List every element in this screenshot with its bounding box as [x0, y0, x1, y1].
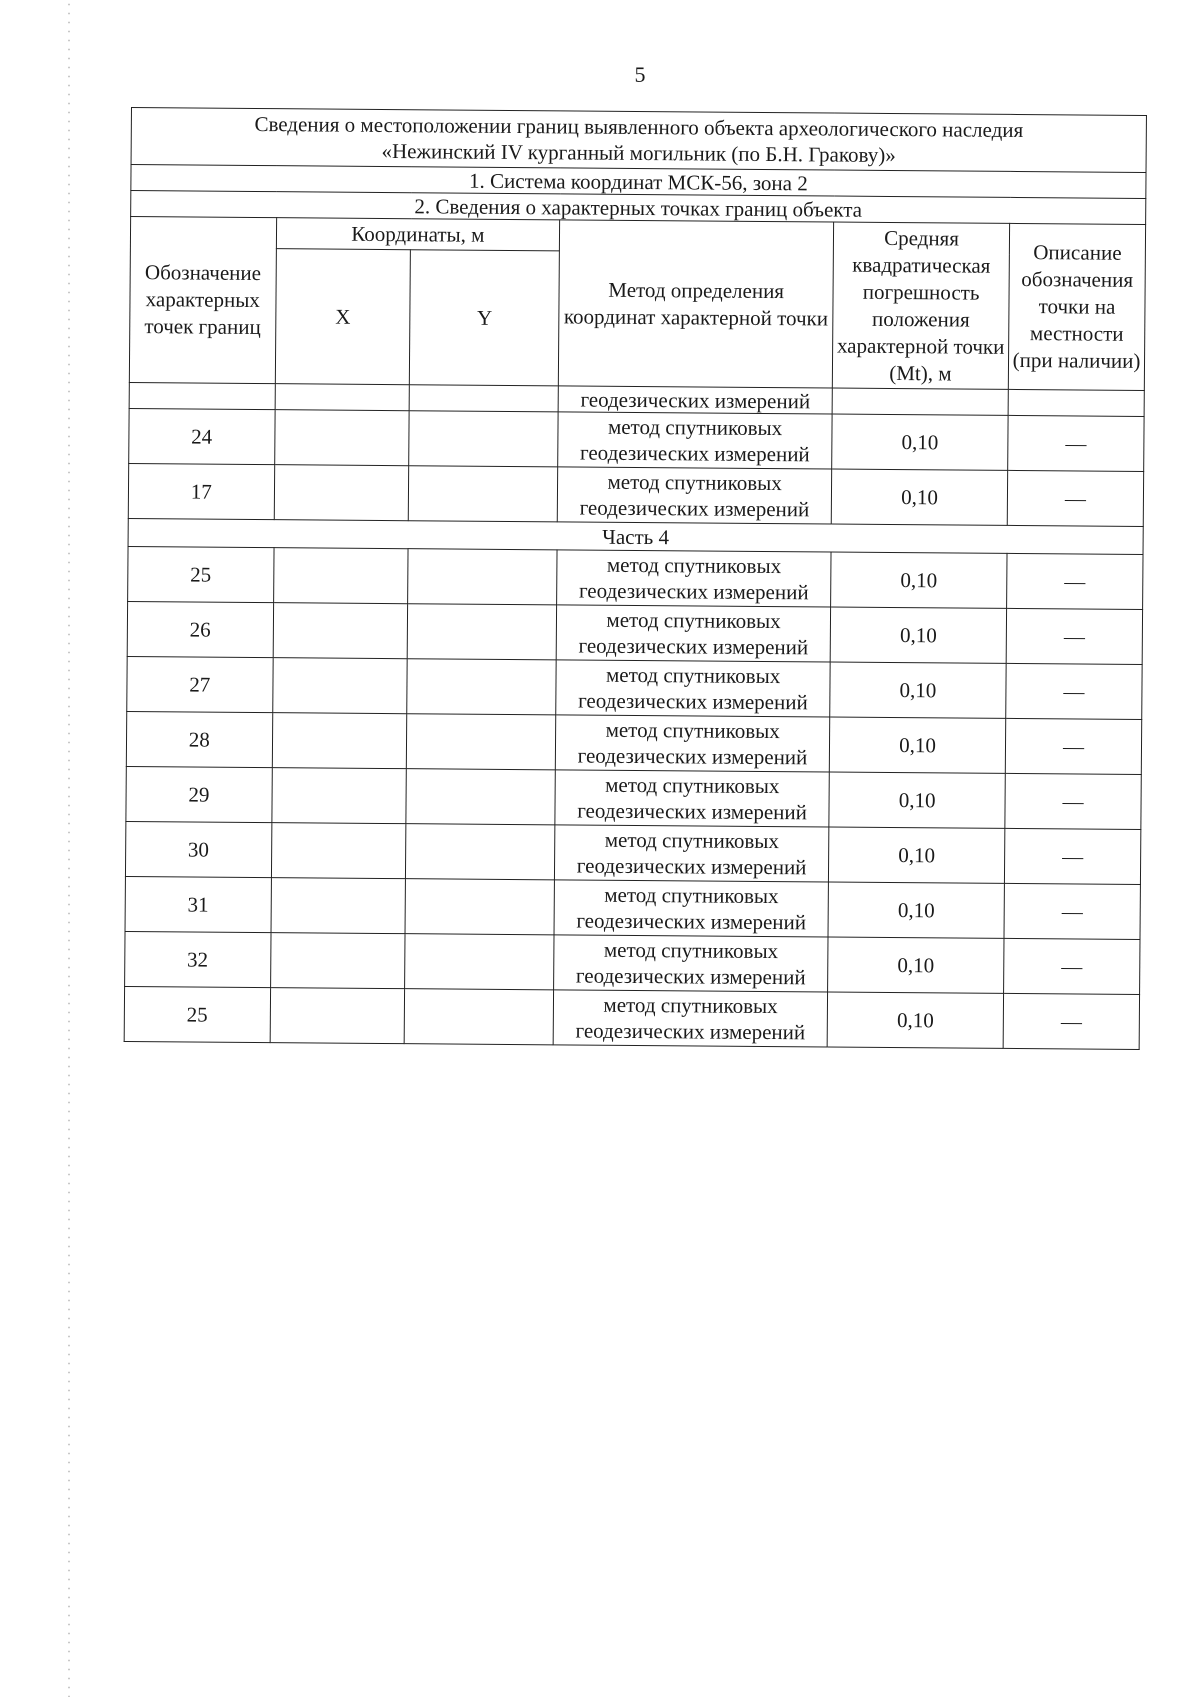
continuation-method-cell: геодезических измерений [558, 386, 832, 414]
point-number-cell: 30 [125, 821, 271, 877]
method-line-1: метод спутниковых [607, 469, 782, 496]
method-line-2: геодезических измерений [577, 798, 808, 825]
description-cell: — [1004, 828, 1140, 884]
description-cell: — [1007, 470, 1143, 526]
table-row [126, 766, 1141, 829]
coordinate-y-cell [409, 411, 558, 467]
description-cell: — [1005, 773, 1141, 829]
method-cell [555, 825, 829, 882]
continuation-accuracy-cell [832, 388, 1008, 415]
accuracy-cell: 0,10 [828, 882, 1004, 938]
header-method [559, 220, 834, 388]
coordinate-y-cell [406, 824, 555, 880]
continuation-x-cell [275, 384, 410, 411]
method-line-2: геодезических измерений [577, 743, 808, 770]
method-cell [558, 412, 832, 469]
accuracy-cell: 0,10 [831, 469, 1007, 525]
accuracy-cell: 0,10 [830, 607, 1006, 663]
coordinate-y-cell [408, 604, 557, 660]
description-cell: — [1007, 553, 1143, 609]
method-cell [556, 660, 830, 717]
method-line-2: геодезических измерений [578, 633, 809, 660]
scan-edge-dots [68, 0, 70, 1697]
method-line-1: метод спутниковых [605, 772, 780, 799]
coordinate-system-cell: 1. Система координат МСК-56, зона 2 [131, 165, 1146, 199]
coordinate-x-cell [274, 410, 409, 466]
coordinate-y-cell [405, 879, 554, 935]
method-line-2: геодезических измерений [576, 908, 807, 935]
coordinate-x-cell [272, 713, 407, 769]
coordinate-y-cell [405, 934, 554, 990]
table-row [128, 546, 1143, 609]
method-cell [554, 935, 828, 992]
method-line-2: геодезических измерений [578, 578, 809, 605]
table-row [125, 821, 1140, 884]
method-line-1: метод спутниковых [605, 662, 781, 689]
page-number: 5 [634, 62, 646, 87]
boundary-points-table [124, 107, 1147, 1050]
points-info-cell: 2. Сведения о характерных точках границ объекта [131, 191, 1146, 225]
coordinate-y-cell [408, 549, 557, 605]
method-line-1: метод спутниковых [603, 937, 779, 964]
boundary-table-wrapper [124, 107, 1147, 1050]
header-x: X [275, 249, 411, 385]
header-accuracy [832, 222, 1009, 389]
continuation-point-cell [129, 382, 275, 409]
coordinate-y-cell [407, 714, 556, 770]
continuation-description-cell [1008, 389, 1144, 416]
table-title-line2: «Нежинский IV курганный могильник (по Б.Н. Гракову)» [381, 138, 896, 168]
accuracy-cell: 0,10 [829, 717, 1005, 773]
coordinate-y-cell [406, 769, 555, 825]
method-line-2: геодезических измерений [578, 688, 808, 715]
method-line-1: метод спутниковых [604, 827, 780, 854]
accuracy-cell: 0,10 [832, 414, 1008, 470]
accuracy-cell: 0,10 [829, 772, 1005, 828]
coordinate-x-cell [274, 465, 409, 521]
method-line-2: геодезических измерений [579, 440, 810, 467]
method-line-2: геодезических измерений [579, 495, 810, 522]
table-row [128, 463, 1143, 526]
method-line-1: метод спутниковых [606, 607, 781, 634]
header-point-designation [129, 217, 276, 384]
coordinate-x-cell [271, 878, 406, 934]
method-cell [553, 990, 827, 1047]
method-line-1: метод спутниковых [605, 717, 780, 744]
accuracy-cell: 0,10 [830, 662, 1006, 718]
table-title-row [131, 108, 1146, 173]
continuation-y-cell [409, 385, 558, 412]
header-description-text: Описание обозначения точки на местности (при наличии) [1012, 240, 1141, 373]
table-row [129, 408, 1144, 471]
point-number-cell: 29 [126, 766, 272, 822]
method-cell [555, 770, 829, 827]
point-number-cell: 26 [127, 601, 273, 657]
description-cell: — [1008, 415, 1144, 471]
description-cell: — [1004, 883, 1140, 939]
table-row [124, 986, 1139, 1049]
coordinate-y-cell [404, 989, 553, 1045]
header-coordinates: Координаты, м [276, 218, 560, 251]
method-cell [554, 880, 828, 937]
table-row [127, 656, 1142, 719]
method-line-1: метод спутниковых [606, 552, 782, 579]
table-row [126, 711, 1141, 774]
point-number-cell: 31 [125, 876, 271, 932]
table-row [125, 876, 1140, 939]
table-title-line1: Сведения о местоположении границ выявленного объекта археологического наследия [254, 111, 1024, 143]
description-cell: — [1003, 993, 1139, 1049]
point-number-cell: 24 [129, 408, 275, 464]
point-number-cell: 25 [124, 986, 270, 1042]
coordinate-y-cell [407, 659, 556, 715]
table-row [127, 601, 1142, 664]
method-cell [557, 467, 831, 524]
coordinate-x-cell [271, 823, 406, 879]
coordinate-x-cell [273, 603, 408, 659]
coordinate-x-cell [273, 548, 408, 604]
method-cell [557, 550, 831, 607]
coordinate-x-cell [270, 988, 405, 1044]
method-line-1: метод спутниковых [607, 414, 783, 441]
point-number-cell: 25 [128, 546, 274, 602]
point-number-cell: 27 [127, 656, 273, 712]
method-cell [556, 605, 830, 662]
method-line-2: геодезических измерений [575, 1018, 806, 1045]
header-method-text: Метод определения координат характерной точки [563, 277, 829, 330]
point-number-cell: 17 [128, 463, 274, 519]
accuracy-cell: 0,10 [827, 992, 1003, 1048]
method-line-2: геодезических измерений [575, 963, 806, 990]
header-accuracy-text: Средняя квадратическая погрешность положения характерной точки (Mt), м [836, 225, 1005, 385]
description-cell: — [1006, 608, 1142, 664]
accuracy-cell: 0,10 [831, 552, 1007, 608]
point-number-cell: 28 [126, 711, 272, 767]
method-line-1: метод спутниковых [604, 882, 779, 909]
accuracy-cell: 0,10 [828, 827, 1004, 883]
accuracy-cell: 0,10 [828, 937, 1004, 993]
table-title-cell [131, 108, 1146, 173]
header-point-designation-text: Обозначение характерных точек границ [144, 260, 262, 340]
header-description [1008, 223, 1145, 390]
coordinate-x-cell [272, 658, 407, 714]
description-cell: — [1004, 938, 1140, 994]
table-row [125, 931, 1140, 994]
description-cell: — [1005, 718, 1141, 774]
coordinate-y-cell [409, 466, 558, 522]
header-y: Y [410, 250, 560, 386]
method-cell [556, 715, 830, 772]
method-line-1: метод спутниковых [603, 992, 778, 1019]
method-line-2: геодезических измерений [576, 853, 807, 880]
part-4-label: Часть 4 [128, 518, 1143, 554]
description-cell: — [1006, 663, 1142, 719]
coordinate-x-cell [271, 768, 406, 824]
point-number-cell: 32 [125, 931, 271, 987]
coordinate-x-cell [270, 933, 405, 989]
